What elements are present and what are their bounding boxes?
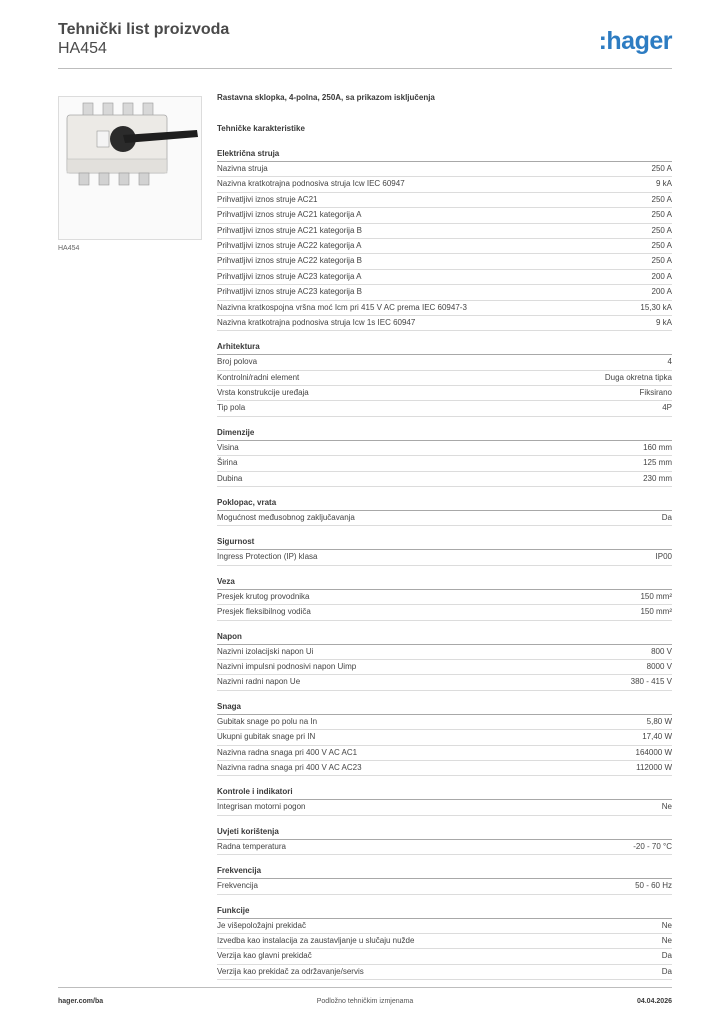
spec-label: Prihvatljivi iznos struje AC21 kategorija A (217, 210, 362, 220)
spec-value: IP00 (655, 552, 672, 562)
spec-section (217, 787, 672, 815)
spec-section (217, 866, 672, 894)
spec-section (217, 149, 672, 331)
spec-row (217, 934, 672, 949)
spec-row (217, 511, 672, 526)
spec-row (217, 239, 672, 254)
spec-row (217, 746, 672, 761)
footer-note: Podložno tehničkim izmjenama (316, 998, 414, 1005)
section-title: Funkcije (217, 906, 672, 919)
spec-label: Nazivna kratkotrajna podnosiva struja Icw IEC 60947 (217, 179, 405, 189)
spec-row (217, 224, 672, 239)
spec-row (217, 965, 672, 980)
spec-value: 164000 W (635, 747, 672, 757)
spec-value: 4 (667, 357, 672, 367)
spec-value: 5,80 W (646, 716, 672, 726)
spec-label: Prihvatljivi iznos struje AC22 kategorija A (217, 240, 362, 250)
spec-row (217, 177, 672, 192)
spec-label: Integrisan motorni pogon (217, 802, 306, 812)
spec-label: Prihvatljivi iznos struje AC22 kategorija B (217, 256, 362, 266)
spec-row (217, 162, 672, 177)
section-title: Poklopac, vrata (217, 498, 672, 511)
spec-value: 230 mm (643, 473, 672, 483)
spec-row (217, 949, 672, 964)
tech-heading: Tehničke karakteristike (217, 124, 305, 133)
section-title: Frekvencija (217, 866, 672, 879)
spec-row (217, 401, 672, 416)
spec-row (217, 316, 672, 331)
footer-website: hager.com/ba (58, 998, 104, 1005)
spec-label: Tip pola (217, 403, 246, 413)
spec-section (217, 827, 672, 855)
spec-value: 9 kA (655, 179, 672, 189)
spec-row (217, 919, 672, 934)
spec-value: Duga okretna tipka (604, 372, 672, 382)
spec-label: Dubina (217, 473, 243, 483)
spec-label: Nazivna struja (217, 164, 268, 173)
spec-value: Ne (661, 935, 672, 945)
product-image (58, 96, 202, 240)
spec-value: -20 - 70 °C (633, 841, 672, 851)
spec-row (217, 879, 672, 894)
spec-label: Nazivna radna snaga pri 400 V AC AC1 (217, 747, 358, 757)
spec-value: 800 V (651, 646, 672, 656)
spec-label: Verzija kao prekidač za održavanje/servis (217, 966, 364, 976)
spec-label: Nazivna kratkospojna vršna moć Icm pri 415 V AC prema IEC 60947-3 (217, 302, 467, 312)
spec-value: Ne (661, 920, 672, 930)
spec-value: 4P (662, 403, 672, 413)
spec-label: Nazivna radna snaga pri 400 V AC AC23 (217, 762, 362, 772)
spec-section (217, 702, 672, 777)
spec-row (217, 386, 672, 401)
spec-section (217, 342, 672, 417)
spec-row (217, 660, 672, 675)
section-title: Električna struja (217, 149, 672, 162)
spec-row (217, 800, 672, 815)
spec-label: Gubitak snage po polu na In (217, 716, 318, 726)
spec-row (217, 605, 672, 620)
header-divider (58, 68, 672, 69)
spec-value: 250 A (651, 240, 672, 250)
spec-row (217, 590, 672, 605)
product-code: HA454 (58, 40, 107, 57)
spec-section (217, 577, 672, 621)
spec-value: 200 A (651, 287, 672, 297)
spec-value: 8000 V (646, 661, 672, 671)
spec-row (217, 371, 672, 386)
spec-value: 250 A (651, 194, 672, 204)
spec-row (217, 441, 672, 456)
spec-section (217, 537, 672, 565)
hager-logo: :hager (598, 27, 672, 55)
spec-row (217, 301, 672, 316)
spec-label: Presjek krutog provodnika (217, 591, 310, 601)
spec-label: Presjek fleksibilnog vodiča (217, 607, 311, 617)
spec-row (217, 730, 672, 745)
spec-value: 160 mm (643, 442, 672, 452)
spec-value: Da (661, 513, 672, 523)
spec-label: Prihvatljivi iznos struje AC21 (217, 194, 318, 204)
section-title: Arhitektura (217, 342, 672, 355)
spec-section (217, 906, 672, 981)
spec-label: Kontrolni/radni element (217, 372, 300, 382)
spec-label: Nazivna kratkotrajna podnosiva struja Icw 1s IEC 60947 (217, 317, 416, 327)
footer-divider (58, 987, 672, 988)
spec-row (217, 550, 672, 565)
spec-row (217, 285, 672, 300)
section-title: Veza (217, 577, 672, 590)
spec-value: 150 mm² (640, 591, 672, 601)
spec-label: Izvedba kao instalacija za zaustavljanje u slučaju nužde (217, 935, 415, 945)
section-title: Uvjeti korištenja (217, 827, 672, 840)
section-title: Dimenzije (217, 428, 672, 441)
spec-value: Da (661, 951, 672, 961)
header (58, 20, 229, 58)
spec-content (217, 93, 672, 991)
spec-value: Da (661, 966, 672, 976)
spec-label: Radna temperatura (217, 841, 286, 851)
spec-section (217, 632, 672, 691)
spec-row (217, 761, 672, 776)
footer-date: 04.04.2026 (636, 998, 672, 1005)
spec-label: Ukupni gubitak snage pri IN (217, 732, 316, 742)
spec-label: Verzija kao glavni prekidač (217, 951, 312, 961)
spec-label: Vrsta konstrukcije uređaja (217, 388, 309, 398)
spec-value: 15,30 kA (640, 302, 672, 312)
spec-value: 250 A (651, 164, 672, 173)
spec-label: Ingress Protection (IP) klasa (217, 552, 318, 562)
spec-row (217, 456, 672, 471)
spec-row (217, 355, 672, 370)
spec-label: Prihvatljivi iznos struje AC23 kategorija B (217, 287, 362, 297)
spec-label: Je višepoložajni prekidač (217, 920, 306, 930)
product-description: Rastavna sklopka, 4-polna, 250A, sa prikazom isključenja (217, 93, 435, 102)
spec-section (217, 498, 672, 526)
spec-value: 125 mm (643, 458, 672, 468)
spec-label: Broj polova (217, 357, 258, 367)
spec-row (217, 193, 672, 208)
spec-value: 50 - 60 Hz (635, 881, 672, 891)
spec-value: 9 kA (655, 317, 672, 327)
spec-label: Prihvatljivi iznos struje AC23 kategorija A (217, 271, 362, 281)
spec-value: 380 - 415 V (630, 677, 672, 687)
spec-value: 112000 W (636, 762, 672, 772)
spec-row (217, 840, 672, 855)
spec-value: Fiksirano (639, 388, 672, 398)
spec-label: Visina (217, 442, 239, 452)
spec-row (217, 254, 672, 269)
spec-row (217, 270, 672, 285)
spec-label: Frekvencija (217, 881, 258, 891)
spec-label: Nazivni radni napon Ue (217, 677, 301, 687)
spec-label: Širina (217, 458, 238, 468)
spec-section (217, 428, 672, 487)
document-title: Tehnički list proizvoda (58, 21, 230, 38)
spec-label: Prihvatljivi iznos struje AC21 kategorija B (217, 225, 362, 235)
spec-value: 200 A (651, 271, 672, 281)
image-caption: HA454 (58, 245, 80, 252)
spec-label: Nazivni impulsni podnosivi napon Uimp (217, 661, 357, 671)
spec-label: Nazivni izolacijski napon Ui (217, 646, 314, 656)
spec-value: Ne (661, 802, 672, 812)
spec-row (217, 715, 672, 730)
section-title: Sigurnost (217, 537, 672, 550)
spec-row (217, 645, 672, 660)
spec-value: 250 A (651, 225, 672, 235)
spec-value: 150 mm² (640, 607, 672, 617)
spec-value: 250 A (651, 256, 672, 266)
spec-value: 17,40 W (642, 732, 672, 742)
spec-row (217, 472, 672, 487)
spec-label: Mogućnost međusobnog zaključavanja (217, 513, 355, 523)
spec-row (217, 675, 672, 690)
section-title: Kontrole i indikatori (217, 787, 672, 800)
section-title: Napon (217, 632, 672, 645)
spec-value: 250 A (651, 210, 672, 220)
spec-sections (217, 149, 672, 980)
spec-row (217, 208, 672, 223)
section-title: Snaga (217, 702, 672, 715)
